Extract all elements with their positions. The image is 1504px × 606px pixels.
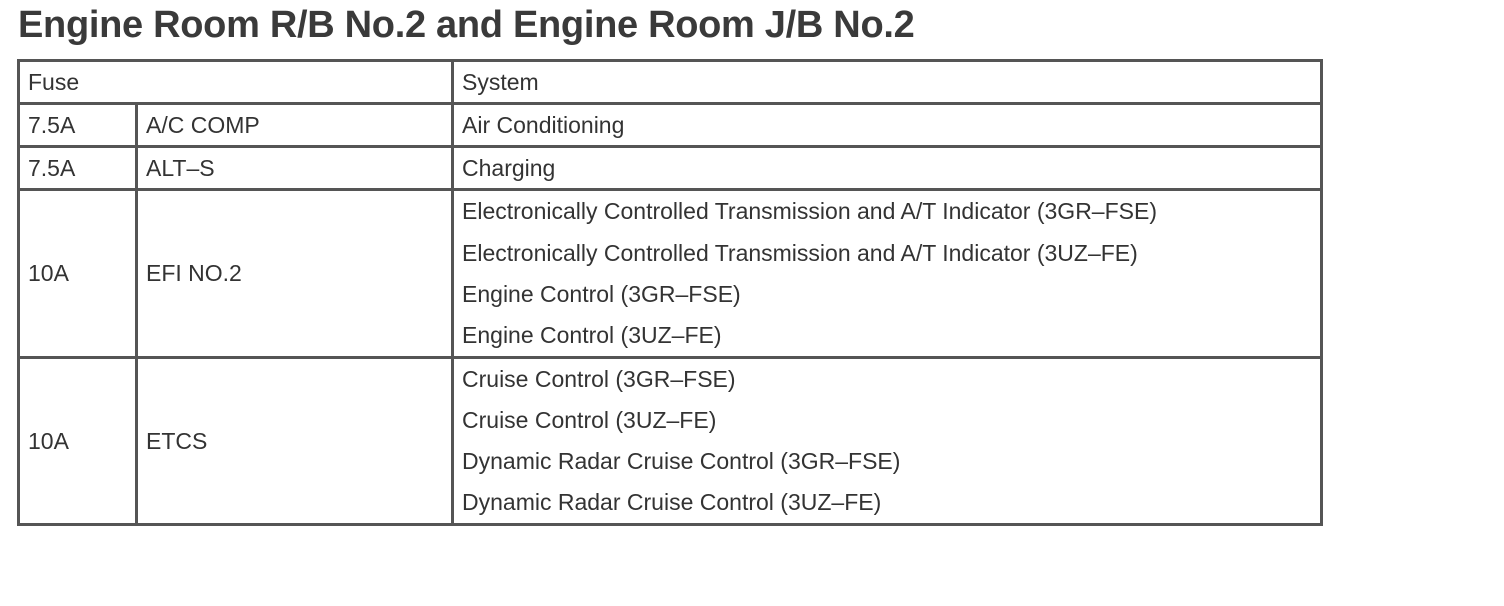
system-item: Electronically Controlled Transmission and A/T Indicator (3GR–FSE) (462, 198, 1157, 224)
system-item: Engine Control (3UZ–FE) (462, 322, 722, 348)
fuse-name: ALT–S (137, 147, 453, 190)
system-item: Engine Control (3GR–FSE) (462, 281, 741, 307)
system-column-header: System (453, 61, 1322, 104)
fuse-amperage: 10A (19, 190, 137, 358)
table-row (19, 358, 1322, 525)
fuse-name: EFI NO.2 (137, 190, 453, 358)
fuse-name: ETCS (137, 358, 453, 525)
system-item: Electronically Controlled Transmission and A/T Indicator (3UZ–FE) (462, 240, 1138, 266)
system-item: Cruise Control (3GR–FSE) (462, 366, 736, 392)
table-row (19, 147, 1322, 190)
system-item: Cruise Control (3UZ–FE) (462, 407, 717, 433)
fuse-table (17, 59, 1323, 526)
page-title: Engine Room R/B No.2 and Engine Room J/B No.2 (18, 4, 915, 46)
fuse-column-header: Fuse (19, 61, 453, 104)
fuse-amperage: 7.5A (19, 104, 137, 147)
fuse-amperage: 10A (19, 358, 137, 525)
fuse-name: A/C COMP (137, 104, 453, 147)
system-cell (453, 358, 1322, 525)
system-cell (453, 190, 1322, 358)
system-item: Dynamic Radar Cruise Control (3GR–FSE) (462, 448, 901, 474)
table-row (19, 190, 1322, 358)
system-cell: Air Conditioning (453, 104, 1322, 147)
table-header-row (19, 61, 1322, 104)
table-row (19, 104, 1322, 147)
fuse-amperage: 7.5A (19, 147, 137, 190)
system-item: Dynamic Radar Cruise Control (3UZ–FE) (462, 489, 882, 515)
system-cell: Charging (453, 147, 1322, 190)
